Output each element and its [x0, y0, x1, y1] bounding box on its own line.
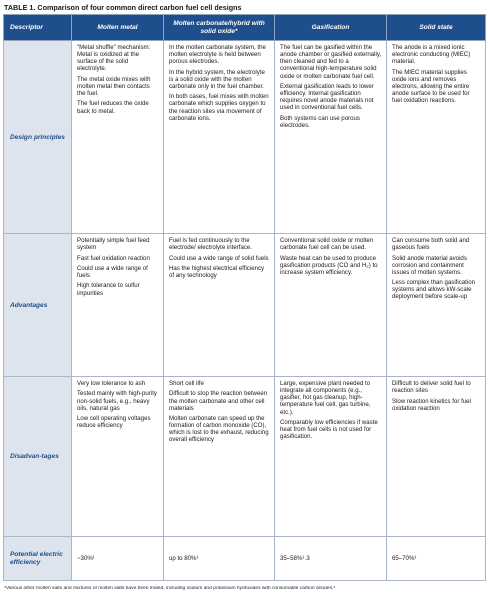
row-efficiency	[4, 537, 486, 581]
header-molten-metal: Molten metal	[72, 15, 164, 41]
cell-text: Fuel is fed continuously to the electrode/ electrolyte interface.	[169, 237, 252, 252]
cell-text: Solid anode material avoids corrosion and containment issues of molten systems.	[392, 254, 467, 276]
comparison-table	[3, 14, 486, 581]
cell-advantages-molten-metal	[72, 234, 164, 377]
cell-text: High tolerance to sulfur impurities	[77, 282, 140, 297]
cell-text: In the molten carbonate system, the molten electrolyte is held between porous electrodes.	[169, 44, 266, 66]
row-label-design-principles: Design principles	[4, 41, 72, 234]
cell-text: The metal oxide mixes with molten metal then contacts the fuel.	[77, 75, 151, 98]
cell-disadvantages-gasification	[275, 377, 387, 537]
cell-text: Comparably low efficiencies if waste heat from fuel cells is not used for gasification.	[280, 418, 378, 441]
cell-text: The anode is a mixed ionic electronic conducting (MIEC) material.	[392, 44, 471, 66]
cell-efficiency-solid-state: 65–70%¹	[387, 537, 486, 581]
cell-design-molten-carbonate	[164, 41, 275, 234]
cell-text: Less complex than gasification systems and allows kW-scale deployment before scale-up	[392, 279, 475, 301]
cell-text: Slow reaction kinetics for fuel oxidation reaction	[392, 397, 471, 412]
cell-advantages-molten-carbonate	[164, 234, 275, 377]
cell-text: The fuel reduces the oxide back to metal.	[77, 100, 149, 115]
cell-text: Molten carbonate can speed up the formation of carbon monoxide (CO), which is lost to the exhaust, reducing overall efficiency	[169, 415, 269, 444]
cell-text: Very low tolerance to ash	[77, 380, 146, 387]
cell-advantages-gasification	[275, 234, 387, 377]
row-label-advantages: Advantages	[4, 234, 72, 377]
cell-text: Difficult to stop the reaction between the molten carbonate and other cell materials	[169, 390, 268, 412]
cell-efficiency-molten-metal: ~30%¹	[72, 537, 164, 581]
cell-disadvantages-molten-metal	[72, 377, 164, 537]
cell-efficiency-gasification: 35–58%¹˒3	[275, 537, 387, 581]
cell-advantages-solid-state	[387, 234, 486, 377]
cell-text: The MIEC material supplies oxide ions and removes electrons, allowing the entire anode surface to be used for fuel oxidation reactions.	[392, 68, 470, 105]
cell-text: Potentially simple fuel feed system	[77, 237, 150, 252]
table-title: TABLE 1. Comparison of four common direct carbon fuel cell designs	[4, 3, 242, 12]
cell-text: Fast fuel oxidation reaction	[77, 254, 150, 262]
cell-text: "Metal shuffle" mechanism:	[77, 44, 151, 51]
cell-text: In the hybrid system, the electrolyte is a solid oxide with the molten carbonate only in the fuel chamber.	[169, 68, 265, 90]
header-descriptor: Descriptor	[4, 15, 72, 41]
cell-disadvantages-molten-carbonate	[164, 377, 275, 537]
table-footnote: *Various other molten salts and mixtures of molten salts have been trialed, including sodium and potassium hydroxides with consumable carbon anodes.⁴	[4, 586, 336, 591]
cell-text: Can consume both solid and gaseous fuels	[392, 237, 470, 252]
header-solid-state: Solid state	[387, 15, 486, 41]
row-label-disadvantages: Disadvan-tages	[4, 377, 72, 537]
cell-text: Both systems can use porous electrodes.	[280, 114, 360, 129]
cell-text: Could use a wide range of solid fuels	[169, 254, 269, 262]
cell-efficiency-molten-carbonate: up to 80%¹	[164, 537, 275, 581]
cell-design-solid-state	[387, 41, 486, 234]
row-label-efficiency: Potential electric efficiency	[4, 537, 72, 581]
cell-text: In both cases, fuel mixes with molten carbonate which supplies oxygen to the reaction sites via movement of carbonate ions.	[169, 93, 269, 122]
cell-design-molten-metal	[72, 41, 164, 234]
cell-text: The fuel can be gasified within the anode chamber or gasified externally, then cleaned and fed to a conventional high-temperature solid oxide or molten carbonate fuel cell.	[280, 44, 382, 80]
cell-text: Metal is oxidized at the surface of the solid electrolyte.	[77, 51, 139, 73]
cell-text: Low cell operating voltages reduce efficiency	[77, 415, 151, 430]
cell-text: Large, expensive plant needed to integrate all components (e.g., gasifier, hot gas cleanup, high-temperature fuel cell, gas turbine, etc.).	[280, 380, 371, 416]
cell-text: Tested mainly with high-purity non-solid fuels, e.g., heavy oils, natural gas	[77, 390, 157, 412]
cell-disadvantages-solid-state	[387, 377, 486, 537]
cell-text: Difficult to deliver solid fuel to reaction sites	[392, 380, 471, 395]
row-design-principles	[4, 41, 486, 234]
cell-text: External gasification leads to lower efficiency. Internal gasification requires novel anode materials not used in conventional fuel cells.	[280, 82, 374, 112]
cell-text: Conventional solid oxide or molten carbonate fuel cell can be used.	[280, 237, 374, 252]
cell-text: Waste heat can be used to produce gasification products (CO and H₂) to increase system efficiency.	[280, 254, 378, 276]
header-row	[4, 15, 486, 41]
cell-text: Short cell life	[169, 380, 204, 387]
row-advantages	[4, 234, 486, 377]
cell-text: Could use a wide range of fuels	[77, 264, 148, 279]
cell-text: Has the highest electrical efficiency of any technology	[169, 264, 265, 279]
row-disadvantages	[4, 377, 486, 537]
header-molten-carbonate: Molten carbonate/hybrid with solid oxide*	[164, 15, 275, 41]
cell-design-gasification	[275, 41, 387, 234]
header-gasification: Gasification	[275, 15, 387, 41]
